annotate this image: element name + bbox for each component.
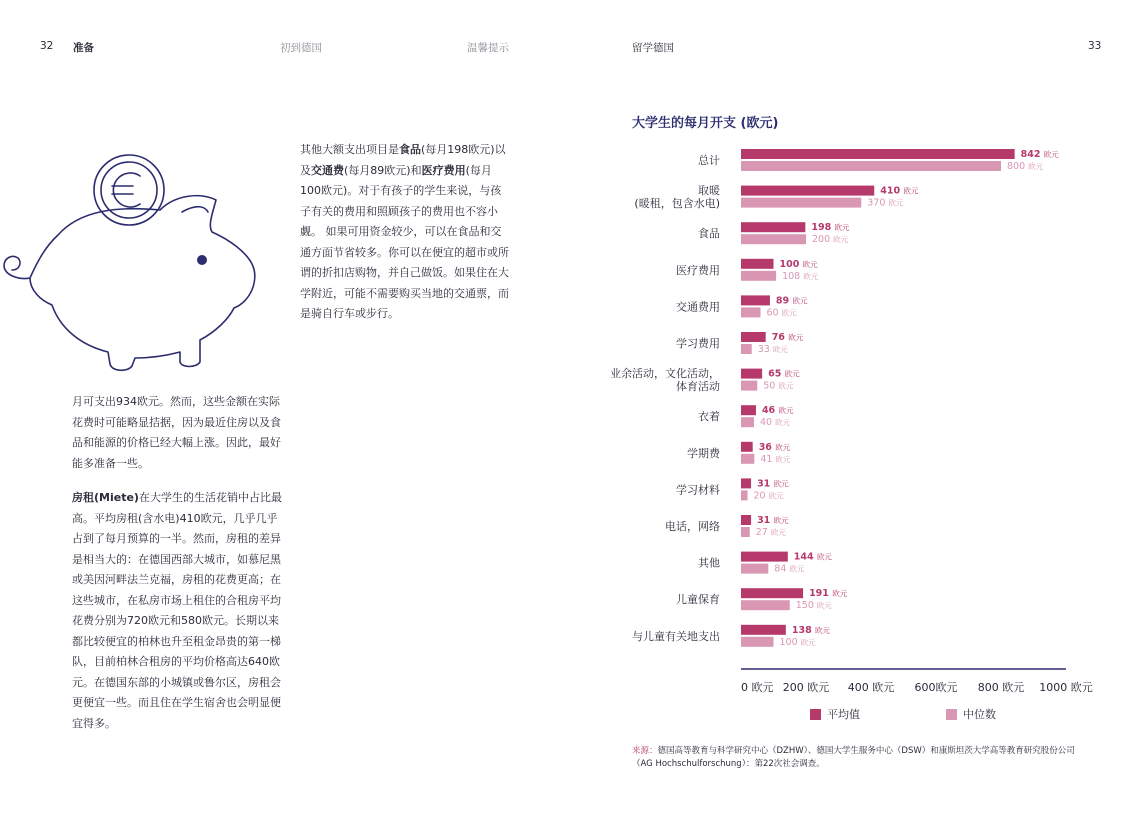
bar-median [741, 490, 748, 500]
data-label-median: 150 欧元 [795, 600, 832, 612]
category-label: 与儿童有关地支出 [632, 629, 720, 643]
legend-mean-swatch [810, 709, 821, 720]
data-label-median: 100 欧元 [779, 636, 816, 648]
data-label-mean: 89 欧元 [775, 295, 808, 307]
transport-term: 交通费 [311, 163, 344, 177]
right-section-title: 留学德国 [632, 42, 674, 54]
bar-median [741, 381, 757, 391]
bar-mean [741, 222, 805, 232]
bar-median [741, 417, 754, 427]
x-tick-label: 0 欧元 [741, 681, 774, 694]
bar-median [741, 454, 754, 464]
bar-median [741, 271, 776, 281]
category-label: 学习费用 [676, 337, 720, 350]
data-label-mean: 65 欧元 [768, 368, 800, 380]
bar-mean [741, 332, 766, 342]
food-term: 食品 [399, 143, 421, 156]
bar-median [741, 637, 774, 647]
data-label-median: 40 欧元 [760, 417, 791, 429]
category-label: 食品 [698, 227, 720, 241]
category-label: 其他 [698, 556, 720, 570]
left-tab-arrival: 初到德国 [280, 42, 322, 54]
budget-paragraph: 月可支出934欧元。然而，这些金额在实际花费时可能略显拮据，因为最近住房以及食品和能源的价格已经大幅上涨。因此，最好能多准备一些。 [72, 395, 281, 470]
legend-mean-label: 平均值 [827, 708, 860, 721]
data-label-median: 27 欧元 [755, 527, 786, 538]
bar-median [741, 344, 752, 354]
category-label: (暖租，包含水电) [634, 197, 720, 211]
data-label-mean: 138 欧元 [791, 624, 830, 636]
category-label: 电话，网络 [665, 520, 720, 533]
category-label: 取暖 [698, 184, 720, 198]
left-page-number: 32 [40, 40, 54, 52]
data-label-mean: 31 欧元 [757, 515, 789, 526]
data-label-median: 50 欧元 [763, 380, 794, 392]
x-tick-label: 800 欧元 [977, 681, 1025, 694]
bar-mean [741, 259, 774, 269]
data-label-mean: 31 欧元 [757, 478, 789, 490]
bar-mean [741, 478, 751, 488]
left-tab-tips: 温馨提示 [467, 42, 509, 54]
category-label: 总计 [698, 154, 720, 167]
chart-title: 大学生的每月开支 (欧元) [632, 116, 779, 131]
data-label-mean: 191 欧元 [809, 588, 848, 600]
data-label-median: 84 欧元 [774, 563, 805, 575]
bar-mean [741, 369, 762, 379]
category-label: 医疗费用 [676, 263, 720, 277]
bar-mean [741, 552, 788, 562]
data-label-mean: 36 欧元 [758, 441, 791, 453]
category-label: 衣着 [698, 410, 720, 424]
data-label-median: 60 欧元 [766, 307, 797, 319]
data-label-median: 20 欧元 [753, 490, 784, 502]
data-label-median: 108 欧元 [782, 270, 819, 282]
bar-mean [741, 186, 874, 196]
source-label: 来源： [632, 746, 658, 756]
medical-term: 医疗费用 [421, 163, 466, 177]
bar-mean [741, 515, 751, 525]
left-section-title: 准备 [73, 42, 94, 54]
data-label-median: 33 欧元 [757, 344, 788, 355]
legend-median-swatch [946, 709, 957, 720]
bar-median [741, 234, 806, 244]
legend-median-label: 中位数 [963, 708, 996, 721]
x-tick-label: 200 欧元 [782, 681, 830, 694]
chart-source-note: 来源：德国高等教育与科学研究中心（DZHW）、德国大学生服务中心（DSW）和康斯坦茨大学高等教育研究股份公司（AG Hochschulforschung）：第22次社会调查。 [632, 746, 1075, 769]
data-label-median: 41 欧元 [760, 453, 791, 465]
data-label-mean: 410 欧元 [880, 185, 919, 197]
category-label: 学习材料 [676, 483, 720, 497]
category-label: 业余活动，文化活动， [610, 367, 720, 381]
bar-mean [741, 625, 786, 635]
x-tick-label: 1000 欧元 [1039, 681, 1093, 694]
data-label-median: 800 欧元 [1007, 161, 1044, 172]
legend-median [946, 706, 996, 722]
bar-mean [741, 588, 803, 598]
data-label-mean: 842 欧元 [1020, 149, 1059, 160]
bar-median [741, 564, 768, 574]
legend-mean [810, 706, 860, 722]
data-label-median: 370 欧元 [867, 197, 904, 209]
bar-mean [741, 442, 753, 452]
bar-mean [741, 295, 770, 305]
x-tick-label: 600欧元 [914, 681, 958, 694]
bar-median [741, 198, 861, 208]
bar-median [741, 600, 790, 610]
intro-paragraph: 其他大额支出项目是食品(每月198欧元)以及交通费(每月89欧元)和医疗费用(每月100欧元)。对于有孩子的学生来说，与孩子有关的费用和照顾孩子的费用也不容小觑。 如果可用资金较少，可以在食品和交通方面节省较多。你可以在便宜的超市或所谓的折扣店购物，并自己做饭。如果住在大学附近，可能不需要购买当地的交通票，而是骑自行车或步行。 [300, 143, 509, 320]
right-page-number: 33 [1088, 40, 1102, 52]
bar-mean [741, 149, 1015, 159]
bar-median [741, 307, 761, 317]
category-label: 儿童保育 [676, 593, 720, 607]
data-label-median: 200 欧元 [812, 234, 849, 246]
rent-term: 房租(Miete) [72, 491, 139, 504]
data-label-mean: 100 欧元 [779, 258, 818, 270]
x-tick-label: 400 欧元 [847, 681, 895, 694]
rent-paragraph: 房租(Miete)在大学生的生活花销中占比最高。平均房租(含水电)410欧元，几乎几乎占到了每月预算的一半。然而，房租的差异是相当大的：在德国西部大城市，如慕尼黑或美因河畔法兰克福，房租的花费更高；在这些城市，在私房市场上租住的合租房平均花费分别为720欧元和580欧元。长期以来都比较便宜的柏林也升至租金昂贵的第一梯队，目前柏林合租房的平均价格高达640欧元。在德国东部的小城镇或鲁尔区，房租会更便宜一些。而且住在学生宿舍也会明显便宜得多。 [72, 491, 282, 730]
bar-median [741, 161, 1001, 171]
data-label-mean: 76 欧元 [771, 332, 804, 343]
category-label: 交通费用 [676, 300, 720, 314]
category-label: 学期费 [687, 446, 720, 460]
data-label-mean: 198 欧元 [811, 222, 850, 234]
category-label: 体育活动 [676, 380, 720, 394]
bar-median [741, 527, 750, 537]
data-label-mean: 46 欧元 [761, 405, 794, 417]
bar-mean [741, 405, 756, 415]
data-label-mean: 144 欧元 [793, 551, 832, 563]
